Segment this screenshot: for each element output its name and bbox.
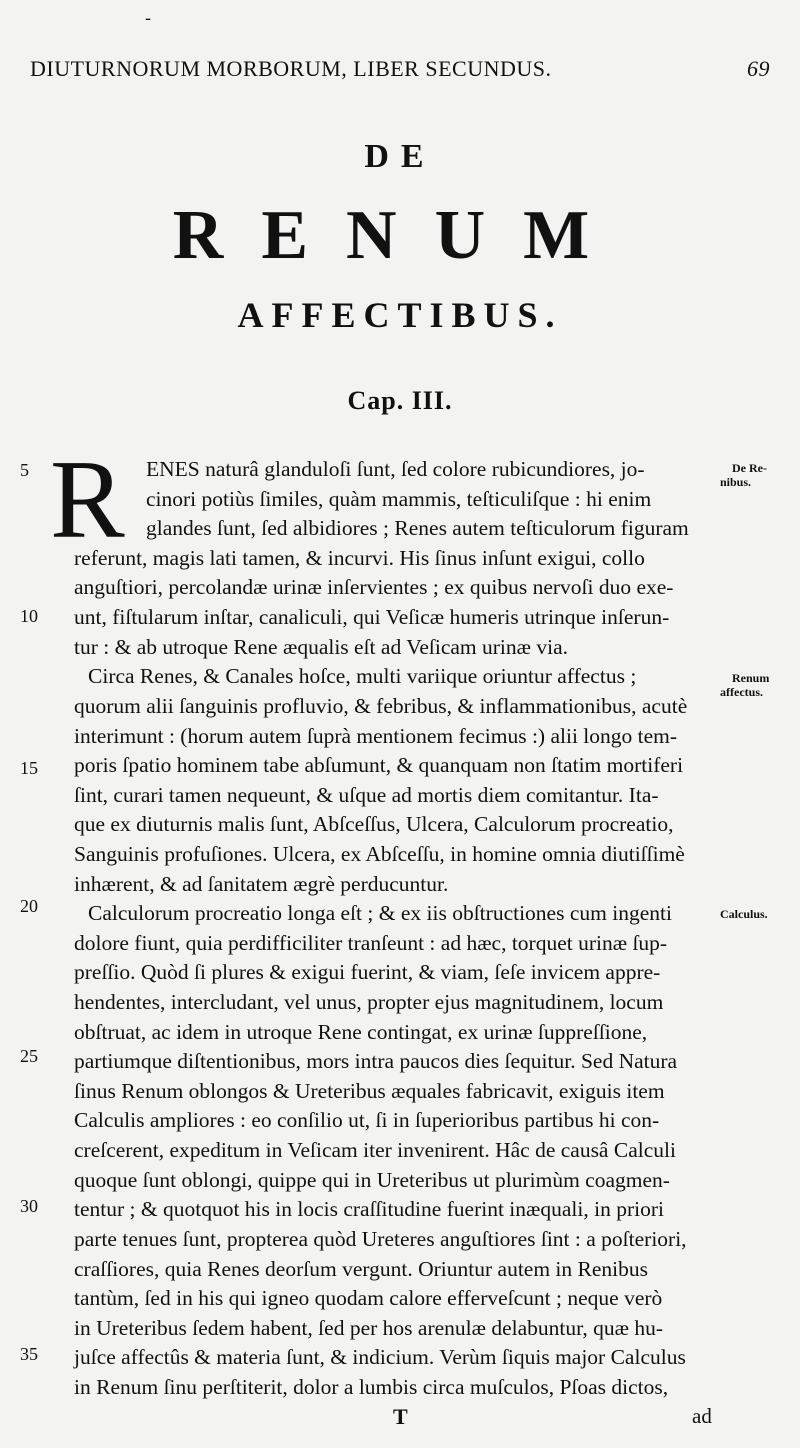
text-line: craſſiores, quia Renes deorſum vergunt. Oriuntur autem in Renibus [74, 1257, 649, 1281]
text-line: ſinus Renum oblongos & Ureteribus æquales fabricavit, exiguis item [74, 1079, 665, 1103]
text-line: poris ſpatio hominem tabe abſumunt, & quanquam non ſtatim mortiferi [74, 753, 684, 777]
stray-mark: - [145, 8, 152, 29]
text-line: creſcerent, expeditum in Veſicam iter invenirent. Hâc de causâ Calculi [74, 1138, 676, 1162]
text-line: cinori potiùs ſimiles, quàm mammis, teſticuliſque : hi enim [146, 487, 652, 511]
text-line: Circa Renes, & Canales hoſce, multi variique oriuntur affectus ; [88, 664, 637, 688]
text-line: anguſtiori, percolandæ urinæ inſervientes ; ex quibus nervoſi duo exe- [74, 575, 674, 599]
text-line: tantùm, ſed in his qui igneo quodam calore efferveſcunt ; neque verò [74, 1286, 663, 1310]
text-line: preſſio. Quòd ſi plures & exigui fuerint, & viam, ſeſe invicem appre- [74, 960, 661, 984]
running-title: DIUTURNORUM MORBORUM, LIBER SECUNDUS. [30, 56, 552, 81]
title-affectibus: AFFECTIBUS. [237, 295, 563, 335]
text-line: Calculorum procreatio longa eſt ; & ex iis obſtructiones cum ingenti [88, 901, 672, 925]
text-line: glandes ſunt, ſed albidiores ; Renes autem teſticulorum figuram [146, 516, 689, 540]
text-line: Sanguinis profuſiones. Ulcera, ex Abſceſſu, in homine omnia diutiſſimè [74, 842, 685, 866]
line-number: 15 [20, 758, 38, 778]
title-renum: RENUM [172, 197, 628, 274]
title-de: DE [364, 138, 436, 175]
text-line: inhærent, & ad ſanitatem ægrè perducuntur. [74, 872, 449, 896]
text-line: juſce affectûs & materia ſunt, & indicium. Verùm ſiquis major Calculus [74, 1345, 686, 1369]
text-line: in Renum ſinu perſtiterit, dolor a lumbis circa muſculos, Pſoas dictos, [74, 1375, 669, 1399]
catchword: ad [692, 1404, 712, 1428]
text-line: tur : & ab utroque Rene æqualis eſt ad Veſicam urinæ via. [74, 635, 568, 659]
marginal-note: Calculus. [720, 907, 768, 921]
line-number: 30 [20, 1196, 38, 1216]
signature-mark: T [393, 1404, 408, 1429]
text-line: obſtruat, ac idem in utroque Rene contingat, ex urinæ ſuppreſſione, [74, 1020, 648, 1044]
text-line: referunt, magis lati tamen, & incurvi. His ſinus inſunt exigui, collo [74, 546, 645, 570]
line-number: 5 [20, 460, 29, 480]
chapter-heading: Cap. III. [347, 386, 453, 415]
text-line: dolore fiunt, quia perdifficiliter tranſeunt : ad hæc, torquet urinæ ſup- [74, 931, 668, 955]
text-line: tentur ; & quotquot his in locis craſſitudine fuerint inæquali, in priori [74, 1197, 664, 1221]
marginal-note: affectus. [720, 685, 763, 699]
line-number: 35 [20, 1344, 38, 1364]
page-number: 69 [747, 56, 770, 81]
text-line: parte tenues ſunt, propterea quòd Ureteres anguſtiores ſint : a poſteriori, [74, 1227, 687, 1251]
line-number: 10 [20, 606, 38, 626]
text-line: que ex diuturnis malis ſunt, Abſceſſus, Ulcera, Calculorum procreatio, [74, 812, 674, 836]
text-line: in Ureteribus ſedem habent, ſed per hos arenulæ delabuntur, quæ hu- [74, 1316, 664, 1340]
text-line: partiumque diſtentionibus, mors intra paucos dies ſequitur. Sed Natura [74, 1049, 678, 1073]
text-line: quorum alii ſanguinis profluvio, & febribus, & inflammationibus, acutè [74, 694, 688, 718]
text-line: ſint, curari tamen nequeunt, & uſque ad mortis diem comitantur. Ita- [74, 783, 659, 807]
text-line: unt, fiſtularum inſtar, canaliculi, qui Veſicæ humeris utrinque inſerun- [74, 605, 670, 629]
marginal-note: De Re- [732, 461, 767, 475]
text-line: interimunt : (horum autem ſuprà mentionem fecimus :) alii longo tem- [74, 724, 678, 748]
marginal-note: nibus. [720, 475, 752, 489]
line-number: 20 [20, 896, 38, 916]
text-line: quoque ſunt oblongi, quippe qui in Ureteribus ut plurimùm coagmen- [74, 1168, 670, 1192]
drop-cap: R [50, 438, 125, 562]
text-line: hendentes, intercludant, vel unus, propter ejus magnitudinem, locum [74, 990, 664, 1014]
line-number: 25 [20, 1046, 38, 1066]
marginal-note: Renum [732, 671, 770, 685]
text-line: Calculis ampliores : eo conſilio ut, ſi in ſuperioribus partibus hi con- [74, 1108, 660, 1132]
text-line: ENES naturâ glanduloſi ſunt, ſed colore rubicundiores, jo- [146, 457, 645, 481]
